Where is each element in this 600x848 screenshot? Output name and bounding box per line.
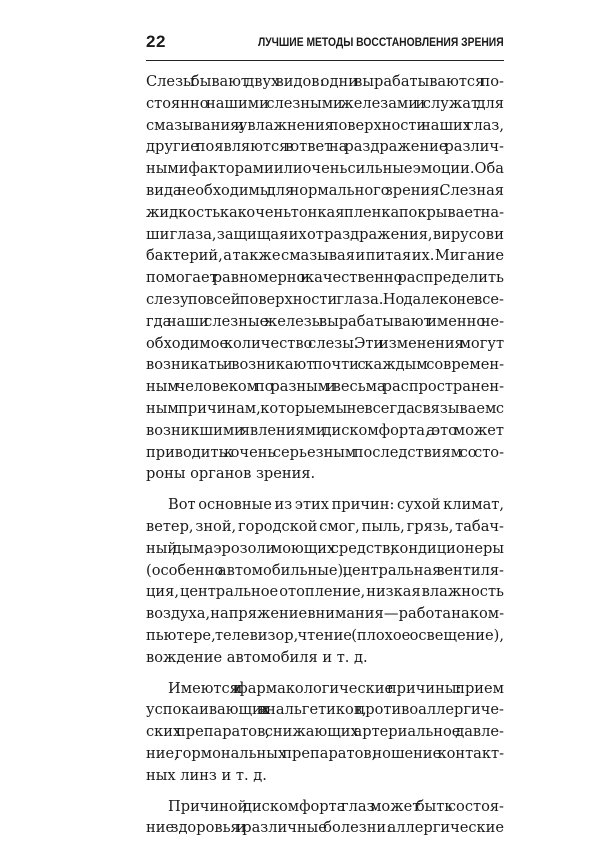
text-line: (особенно автомобильные), центральная вентиля- [146,561,504,579]
text-line: ный дым, аэрозоли моющих средств, кондиционеры [146,539,504,557]
text-line: успокаивающих и анальгетиков, противоаллергиче- [146,701,504,719]
text-line: бактерий, а также смазывая и питая их. Мигание [146,247,504,265]
text-line: ши глаза, защищая их от раздражения, вирусов и [146,225,504,243]
running-title: ЛУЧШИЕ МЕТОДЫ ВОССТАНОВЛЕНИЯ ЗРЕНИЯ [258,35,504,49]
paragraph-4 [146,796,504,840]
text-line: слезу по всей поверхности глаза. Но далеко не все- [146,290,504,308]
paragraph-1 [146,71,504,485]
text-line: роны органов зрения. [146,465,316,483]
text-line: пьютере, телевизор, чтение (плохое освещение), [146,626,504,644]
text-line: помогает равномерно и качественно распределить [146,269,504,287]
page-number: 22 [146,32,166,51]
text-line: стоянно нашими слезными железами и служат для [146,94,504,112]
paragraph-3 [146,678,504,787]
text-line: Имеются и фармакологические причины: прием [168,679,504,697]
text-line: обходимое количество слезы. Эти изменения могут [146,334,504,352]
text-line: ние, гормональных препаратов, ношение контакт- [146,744,504,762]
text-line: возникать и возникают почти с каждым современ- [146,356,504,374]
paragraph-2 [146,494,504,668]
text-line: ция, центральное отопление, низкая влажность [146,583,504,601]
text-line: Вот основные из этих причин: сухой климат, [168,496,504,514]
text-line: ние здоровья и различные болезни: аллергические [146,819,504,837]
body-text [146,71,504,848]
text-line: ских препаратов, снижающих артериальное давле- [146,723,504,741]
text-line: другие появляются в ответ на раздражение различ- [146,138,504,156]
text-line: вида необходимы для нормального зрения. Слезная [146,181,504,199]
text-line: приводить к очень серьезным последствиям со сто- [146,443,504,461]
text-line: ных линз и т. д. [146,766,267,784]
text-line: Причиной дискомфорта глаз может быть состоя- [168,797,504,815]
page-header [146,30,504,61]
text-line: ветер, зной, городской смог, пыль, грязь, табач- [146,517,504,535]
text-line: воздуха, напряжение внимания — работа на ком- [146,605,504,623]
text-line: ным человеком по разным и весьма распространен- [146,378,504,396]
text-line: жидкость как очень тонкая пленка покрывает на- [146,203,504,221]
text-line: вождение автомобиля и т. д. [146,648,368,666]
text-line: ными факторами или очень сильные эмоции. Оба [146,160,504,178]
text-line: гда наши слезные железы вырабатывают именно не- [146,312,504,330]
text-line: ным причинам, которые мы не всегда связываем с [146,399,504,417]
text-line: возникшими явлениями дискомфорта, а это может [146,421,504,439]
text-line: Слезы бывают двух видов: одни вырабатываются по- [146,73,504,90]
text-line: смазывания и увлажнения поверхности наших глаз, [146,116,504,134]
